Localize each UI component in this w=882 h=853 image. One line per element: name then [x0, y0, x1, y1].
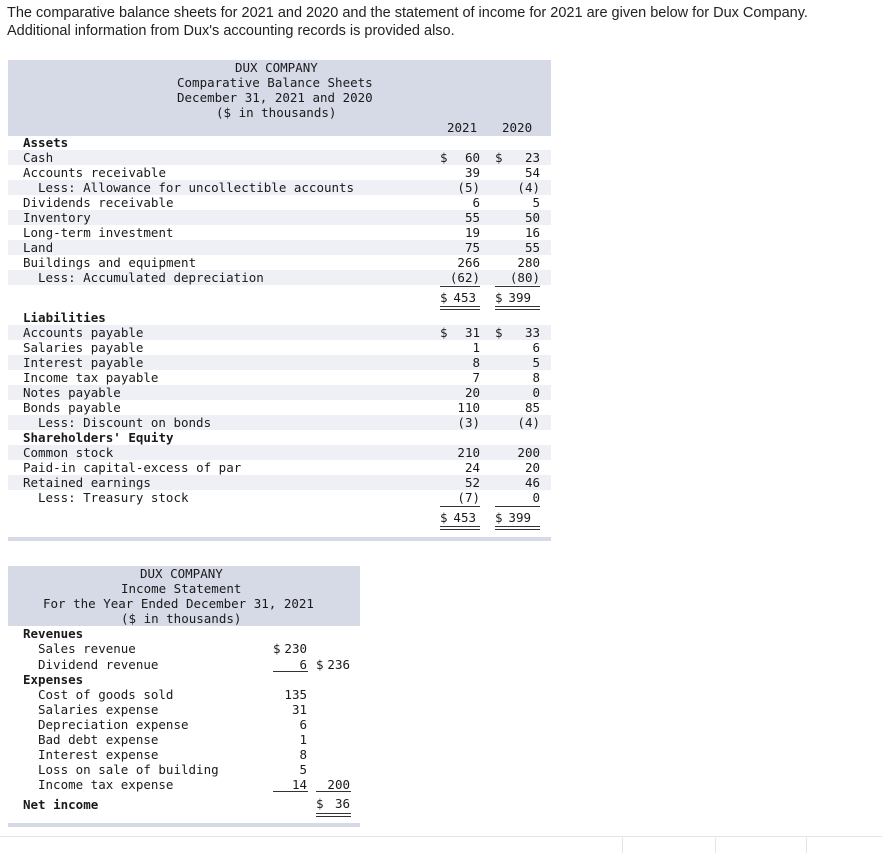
bs-assets-total-2020: 399: [508, 290, 531, 305]
bs-liability-row: [8, 415, 551, 430]
bs-asset-value-2021: 266: [457, 255, 480, 270]
bs-liab-total-2021: 453: [453, 510, 476, 525]
bs-equity-value-2020: 46: [524, 475, 540, 490]
bs-equity-row: [8, 475, 551, 490]
is-expense-label: Interest expense: [38, 747, 159, 762]
is-expense-label: Cost of goods sold: [38, 687, 174, 702]
bs-equity-label: Retained earnings: [23, 475, 151, 490]
bs-liab-total-dline-2021: [440, 526, 480, 530]
bs-equity-value-2021: (7): [457, 490, 480, 505]
bs-liability-value-2021: (3): [457, 415, 480, 430]
bs-liability-label: Salaries payable: [23, 340, 144, 355]
bs-liability-value-2020: 6: [532, 340, 540, 355]
bs-liability-value-2021: 8: [472, 355, 480, 370]
bs-assets-subtotal-line-2020: [495, 286, 540, 287]
footer-tick-1: [622, 838, 623, 853]
bs-liab-total-dollar-2020: $: [495, 510, 503, 525]
bs-liabilities-heading: Liabilities: [23, 310, 106, 325]
is-expense-value: 8: [299, 747, 307, 762]
is-expense-label: Depreciation expense: [38, 717, 189, 732]
bs-liab-total-dollar-2021: $: [440, 510, 448, 525]
is-sales-label: Sales revenue: [38, 641, 136, 656]
is-net-income-value: 36: [334, 796, 350, 811]
bs-equity-label: Paid-in capital-excess of par: [23, 460, 242, 475]
is-expense-row: [8, 777, 360, 792]
intro-text: [7, 4, 879, 40]
bs-asset-label: Less: Accumulated depreciation: [38, 270, 264, 285]
bs-title-company: DUX COMPANY: [235, 60, 318, 75]
is-title-name: Income Statement: [121, 581, 242, 596]
bs-asset-value-2021: 55: [464, 210, 480, 225]
bs-asset-value-2021: 6: [472, 195, 480, 210]
bs-liab-total-dline-2020: [495, 526, 540, 530]
is-expense-label: Income tax expense: [38, 777, 174, 792]
bs-asset-label: Long-term investment: [23, 225, 174, 240]
bs-liab-total-2020: 399: [508, 510, 531, 525]
bs-asset-label: Less: Allowance for uncollectible accounts: [38, 180, 355, 195]
bs-asset-value-2020: 16: [524, 225, 540, 240]
is-expense-row: [8, 732, 360, 747]
bs-asset-value-2020: (80): [509, 270, 540, 285]
bs-asset-value-2021: 60: [464, 150, 480, 165]
is-revenue-total-dollar: $: [316, 657, 324, 672]
bs-title-name: Comparative Balance Sheets: [177, 75, 373, 90]
bs-liability-value-2020: 85: [524, 400, 540, 415]
is-net-income-dollar: $: [316, 796, 324, 811]
bs-asset-row: [8, 240, 551, 255]
balance-sheet: [8, 60, 551, 543]
bs-asset-value-2020: 55: [524, 240, 540, 255]
bs-asset-row: [8, 180, 551, 195]
bs-assets-total-2021: 453: [453, 290, 476, 305]
bs-title-date: December 31, 2021 and 2020: [177, 90, 373, 105]
bs-assets-total-dollar-2021: $: [440, 290, 448, 305]
bs-liability-label: Less: Discount on bonds: [38, 415, 212, 430]
is-expense-label: Bad debt expense: [38, 732, 159, 747]
bs-asset-label: Accounts receivable: [23, 165, 166, 180]
bs-asset-row: [8, 225, 551, 240]
is-expense-row: [8, 747, 360, 762]
is-expense-row: [8, 702, 360, 717]
footer-tick-3: [806, 838, 807, 853]
bs-col-2020: 2020: [502, 120, 533, 135]
bs-assets-total-dline-2021: [440, 306, 480, 310]
bs-asset-label: Land: [23, 240, 54, 255]
bs-liability-value-2020: 8: [532, 370, 540, 385]
is-expense-value: 5: [299, 762, 307, 777]
is-net-income-row: [8, 796, 360, 811]
is-title-company: DUX COMPANY: [140, 566, 223, 581]
bs-asset-label: Cash: [23, 150, 54, 165]
bs-equity-label: Common stock: [23, 445, 114, 460]
bs-asset-value-2021: 75: [464, 240, 480, 255]
is-title-period: For the Year Ended December 31, 2021: [43, 596, 314, 611]
bs-liability-value-2021: 20: [464, 385, 480, 400]
bs-asset-value-2021: (5): [457, 180, 480, 195]
is-expense-row: [8, 762, 360, 777]
bs-bottom-bar: [8, 537, 551, 541]
bs-asset-row: [8, 210, 551, 225]
bs-asset-value-2020: 5: [532, 195, 540, 210]
bs-asset-value-2020: (4): [517, 180, 540, 195]
bs-asset-row: [8, 270, 551, 285]
bs-liability-value-2021: 1: [472, 340, 480, 355]
is-revenues-heading: Revenues: [23, 626, 84, 641]
bs-liability-value-2020: 5: [532, 355, 540, 370]
is-dividend-value: 6: [299, 657, 307, 672]
bs-equity-row: [8, 490, 551, 505]
is-expenses-total: 200: [327, 777, 350, 792]
is-expense-value: 6: [299, 717, 307, 732]
bs-asset-value-2020: 54: [524, 165, 540, 180]
is-expense-total-line: [316, 791, 351, 792]
is-net-income-dline: [316, 813, 351, 817]
bs-liability-label: Bonds payable: [23, 400, 121, 415]
bs-asset-label: Inventory: [23, 210, 91, 225]
bs-col-2021: 2021: [447, 120, 478, 135]
is-dividend-row: [8, 657, 360, 672]
bs-liability-label: Accounts payable: [23, 325, 144, 340]
bs-liability-row: [8, 325, 551, 340]
is-revenue-subtotal-line: [273, 671, 308, 672]
footer-tick-2: [715, 838, 716, 853]
is-sales-dollar: $: [273, 641, 281, 656]
is-sales-value: 230: [284, 641, 307, 656]
bs-liability-row: [8, 355, 551, 370]
bs-equity-value-2020: 0: [532, 490, 540, 505]
is-dividend-label: Dividend revenue: [38, 657, 159, 672]
bs-asset-value-2020: 23: [524, 150, 540, 165]
intro-line-1: The comparative balance sheets for 2021 and 2020 and the statement of income for 2021 are given below for Dux Company.: [7, 5, 808, 21]
is-expense-row: [8, 717, 360, 732]
bs-liability-row: [8, 385, 551, 400]
bs-equity-label: Less: Treasury stock: [38, 490, 189, 505]
bs-asset-value-2021: 19: [464, 225, 480, 240]
bs-asset-value-2021: 39: [464, 165, 480, 180]
bs-liab-subtotal-line-2021: [440, 506, 480, 507]
bs-assets-total-row: [8, 290, 551, 305]
bs-liab-subtotal-line-2020: [495, 506, 540, 507]
bs-liability-value-2020: (4): [517, 415, 540, 430]
intro-line-2: Additional information from Dux's accounting records is provided also.: [7, 23, 455, 39]
bs-equity-value-2020: 20: [524, 460, 540, 475]
is-expense-row: [8, 687, 360, 702]
bs-asset-value-2020: 280: [517, 255, 540, 270]
is-sales-row: [8, 641, 360, 656]
bs-asset-value-2020: 50: [524, 210, 540, 225]
bs-liability-value-2021: 110: [457, 400, 480, 415]
footer-divider: [0, 836, 882, 837]
bs-assets-total-dollar-2020: $: [495, 290, 503, 305]
is-revenue-total: 236: [327, 657, 350, 672]
is-net-income-label: Net income: [23, 797, 99, 812]
bs-liability-row: [8, 340, 551, 355]
bs-asset-row: [8, 150, 551, 165]
bs-equity-value-2021: 24: [464, 460, 480, 475]
bs-asset-value-2021: (62): [449, 270, 480, 285]
bs-asset-row: [8, 255, 551, 270]
bs-liability-value-2021: 7: [472, 370, 480, 385]
bs-liab-total-row: [8, 510, 551, 525]
bs-liability-dollar-2020: $: [495, 325, 503, 340]
bs-asset-label: Buildings and equipment: [23, 255, 197, 270]
is-expenses-heading: Expenses: [23, 672, 84, 687]
bs-liability-row: [8, 370, 551, 385]
bs-title-units: ($ in thousands): [216, 105, 337, 120]
bs-liability-label: Notes payable: [23, 385, 121, 400]
is-expense-value: 135: [284, 687, 307, 702]
bs-liability-label: Income tax payable: [23, 370, 159, 385]
bs-liability-label: Interest payable: [23, 355, 144, 370]
bs-equity-heading: Shareholders' Equity: [23, 430, 174, 445]
bs-liability-row: [8, 400, 551, 415]
bs-asset-dollar-2021: $: [440, 150, 448, 165]
bs-asset-dollar-2020: $: [495, 150, 503, 165]
bs-assets-total-dline-2020: [495, 306, 540, 310]
is-title-units: ($ in thousands): [121, 611, 242, 626]
is-expense-label: Loss on sale of building: [38, 762, 219, 777]
is-expense-value: 31: [291, 702, 307, 717]
bs-equity-value-2021: 210: [457, 445, 480, 460]
is-bottom-bar: [8, 823, 360, 827]
is-expense-value: 1: [299, 732, 307, 747]
bs-liability-value-2020: 0: [532, 385, 540, 400]
bs-equity-row: [8, 460, 551, 475]
bs-liability-value-2020: 33: [524, 325, 540, 340]
bs-asset-row: [8, 195, 551, 210]
is-expense-value: 14: [291, 777, 307, 792]
bs-equity-row: [8, 445, 551, 460]
bs-liability-dollar-2021: $: [440, 325, 448, 340]
bs-equity-value-2020: 200: [517, 445, 540, 460]
bs-liability-value-2021: 31: [464, 325, 480, 340]
bs-asset-label: Dividends receivable: [23, 195, 174, 210]
bs-equity-value-2021: 52: [464, 475, 480, 490]
bs-assets-heading: Assets: [23, 135, 69, 150]
is-expense-subtotal-line: [273, 791, 308, 792]
is-expense-label: Salaries expense: [38, 702, 159, 717]
bs-asset-row: [8, 165, 551, 180]
income-statement: [8, 566, 360, 829]
bs-assets-subtotal-line-2021: [440, 286, 480, 287]
